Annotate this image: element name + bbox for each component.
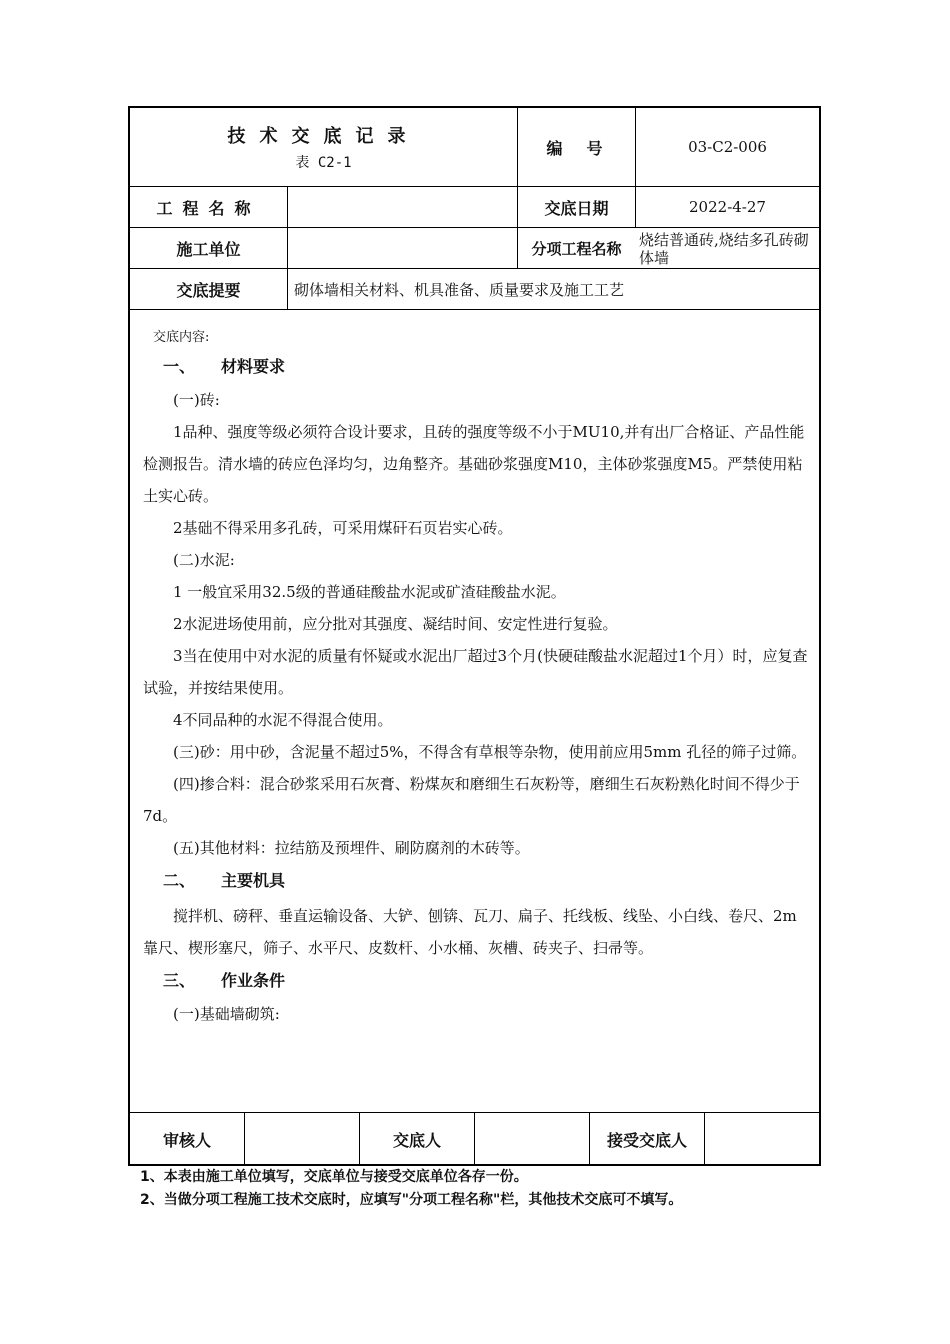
paragraph: 1品种、强度等级必须符合设计要求，且砖的强度等级不小于MU10,并有出厂合格证、产品性能检测报告。清水墙的砖应色泽均匀，边角整齐。基础砂浆强度M10，主体砂浆强度M5。严禁使用粘土实心砖。 <box>143 423 805 505</box>
paragraph: 2基础不得采用多孔砖，可采用煤矸石页岩实心砖。 <box>173 519 513 537</box>
form-code: 表 C2-1 <box>295 155 352 171</box>
paragraph: (三)砂：用中砂，含泥量不超过5%，不得含有草根等杂物，使用前应用5mm 孔径的筛子过筛。 <box>173 743 807 761</box>
section-title: 主要机具 <box>221 871 286 890</box>
reviewer-value <box>245 1113 359 1165</box>
section-number: 三、 <box>163 971 196 990</box>
subitem-label: 分项工程名称 <box>531 239 622 258</box>
number-label: 编 号 <box>546 138 607 158</box>
summary-label: 交底提要 <box>176 280 241 300</box>
summary-value: 砌体墙相关材料、机具准备、质量要求及施工工艺 <box>294 280 625 299</box>
paragraph: 搅拌机、磅秤、垂直运输设备、大铲、刨锛、瓦刀、扁子、托线板、线坠、小白线、卷尺、2m靠尺、楔形塞尺，筛子、水平尺、皮数杆、小水桶、灰槽、砖夹子、扫帚等。 <box>143 907 797 957</box>
paragraph: (五)其他材料：拉结筋及预埋件、刷防腐剂的木砖等。 <box>173 839 530 857</box>
section-heading <box>163 350 811 384</box>
section-number: 一、 <box>163 357 196 376</box>
content-intro: 交底内容: <box>153 330 210 345</box>
contractor-label: 施工单位 <box>176 239 241 259</box>
receiver-value <box>705 1113 819 1165</box>
section-title: 作业条件 <box>221 971 286 990</box>
discloser-label: 交底人 <box>392 1130 441 1150</box>
receiver-label: 接受交底人 <box>606 1130 687 1150</box>
reviewer-label: 审核人 <box>162 1130 211 1150</box>
paragraph: 3当在使用中对水泥的质量有怀疑或水泥出厂超过3个月(快硬硅酸盐水泥超过1个月）时，应复查试验，并按结果使用。 <box>143 647 808 697</box>
paragraph: 4不同品种的水泥不得混合使用。 <box>173 711 393 729</box>
date-value: 2022-4-27 <box>689 198 766 216</box>
date-label: 交底日期 <box>544 198 609 218</box>
subitem-value: 烧结普通砖,烧结多孔砖砌体墙 <box>639 231 809 267</box>
footnote: 1、本表由施工单位填写，交底单位与接受交底单位各存一份。 <box>140 1169 528 1185</box>
footnote: 2、当做分项工程施工技术交底时，应填写"分项工程名称"栏，其他技术交底可不填写。 <box>140 1192 683 1208</box>
footnotes <box>140 1166 682 1212</box>
section-heading <box>163 964 811 998</box>
paragraph: (四)掺合料：混合砂浆采用石灰膏、粉煤灰和磨细生石灰粉等，磨细生石灰粉熟化时间不得少于7d。 <box>143 775 800 825</box>
discloser-value <box>475 1113 589 1165</box>
section-heading <box>163 864 811 898</box>
paragraph: 2水泥进场使用前，应分批对其强度、凝结时间、安定性进行复验。 <box>173 615 618 633</box>
section-number: 二、 <box>163 871 196 890</box>
disclosure-content <box>143 326 811 1030</box>
section-title: 材料要求 <box>221 357 286 376</box>
contractor-value <box>288 228 517 268</box>
paragraph: (一)基础墙砌筑: <box>173 1005 280 1023</box>
project-name-label: 工程名称 <box>156 198 261 218</box>
paragraph: 1 一般宜采用32.5级的普通硅酸盐水泥或矿渣硅酸盐水泥。 <box>173 583 566 601</box>
row-divider <box>129 309 820 310</box>
paragraph: (一)砖: <box>173 391 220 409</box>
document-title: 技术交底记录 <box>227 126 420 147</box>
number-value: 03-C2-006 <box>688 138 767 156</box>
paragraph: (二)水泥: <box>173 551 235 569</box>
project-name-value <box>288 187 517 227</box>
